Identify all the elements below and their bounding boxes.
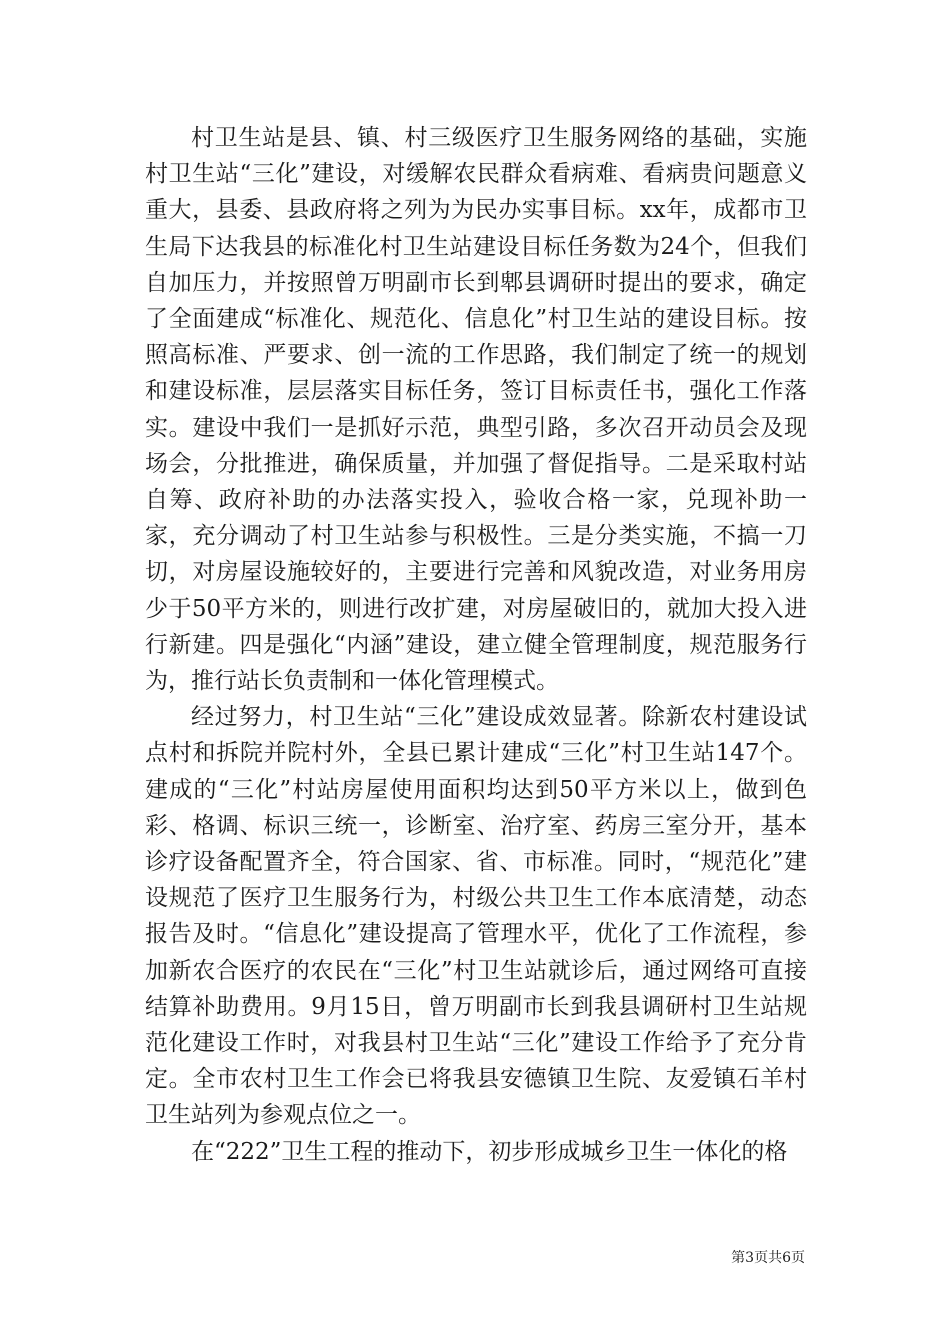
- paragraph-2: 经过努力，村卫生站“三化”建设成效显著。除新农村建设试点村和拆院并院村外，全县已累计建成“三化”村卫生站147个。建成的“三化”村站房屋使用面积均达到50平方米以上，做到色彩、格调、标识三统一，诊断室、治疗室、药房三室分开，基本诊疗设备配置齐全，符合国家、省、市标准。同时，“规范化”建设规范了医疗卫生服务行为，村级公共卫生工作本底清楚，动态报告及时。“信息化”建设提高了管理水平，优化了工作流程，参加新农合医疗的农民在“三化”村卫生站就诊后，通过网络可直接结算补助费用。9月15日，曾万明副市长到我县调研村卫生站规范化建设工作时，对我县村卫生站“三化”建设工作给予了充分肯定。全市农村卫生工作会已将我县安德镇卫生院、友爱镇石羊村卫生站列为参观点位之一。: [145, 704, 807, 1129]
- paragraph-3: 在“222”卫生工程的推动下，初步形成城乡卫生一体化的格: [191, 1138, 788, 1165]
- paragraph-1: 村卫生站是县、镇、村三级医疗卫生服务网络的基础，实施村卫生站“三化”建设，对缓解农民群众看病难、看病贵问题意义重大，县委、县政府将之列为为民办实事目标。xx年，成都市卫生局下达我县的标准化村卫生站建设目标任务数为24个，但我们自加压力，并按照曾万明副市长到郫县调研时提出的要求，确定了全面建成“标准化、规范化、信息化”村卫生站的建设目标。按照高标准、严要求、创一流的工作思路，我们制定了统一的规划和建设标准，层层落实目标任务，签订目标责任书，强化工作落实。建设中我们一是抓好示范，典型引路，多次召开动员会及现场会，分批推进，确保质量，并加强了督促指导。二是采取村站自筹、政府补助的办法落实投入，验收合格一家，兑现补助一家，充分调动了村卫生站参与积极性。三是分类实施，不搞一刀切，对房屋设施较好的，主要进行完善和风貌改造，对业务用房少于50平方米的，则进行改扩建，对房屋破旧的，就加大投入进行新建。四是强化“内涵”建设，建立健全管理制度，规范服务行为，推行站长负责制和一体化管理模式。: [145, 125, 807, 695]
- document-body: [145, 120, 807, 1170]
- page-number-footer: 第3页共6页: [731, 1250, 805, 1266]
